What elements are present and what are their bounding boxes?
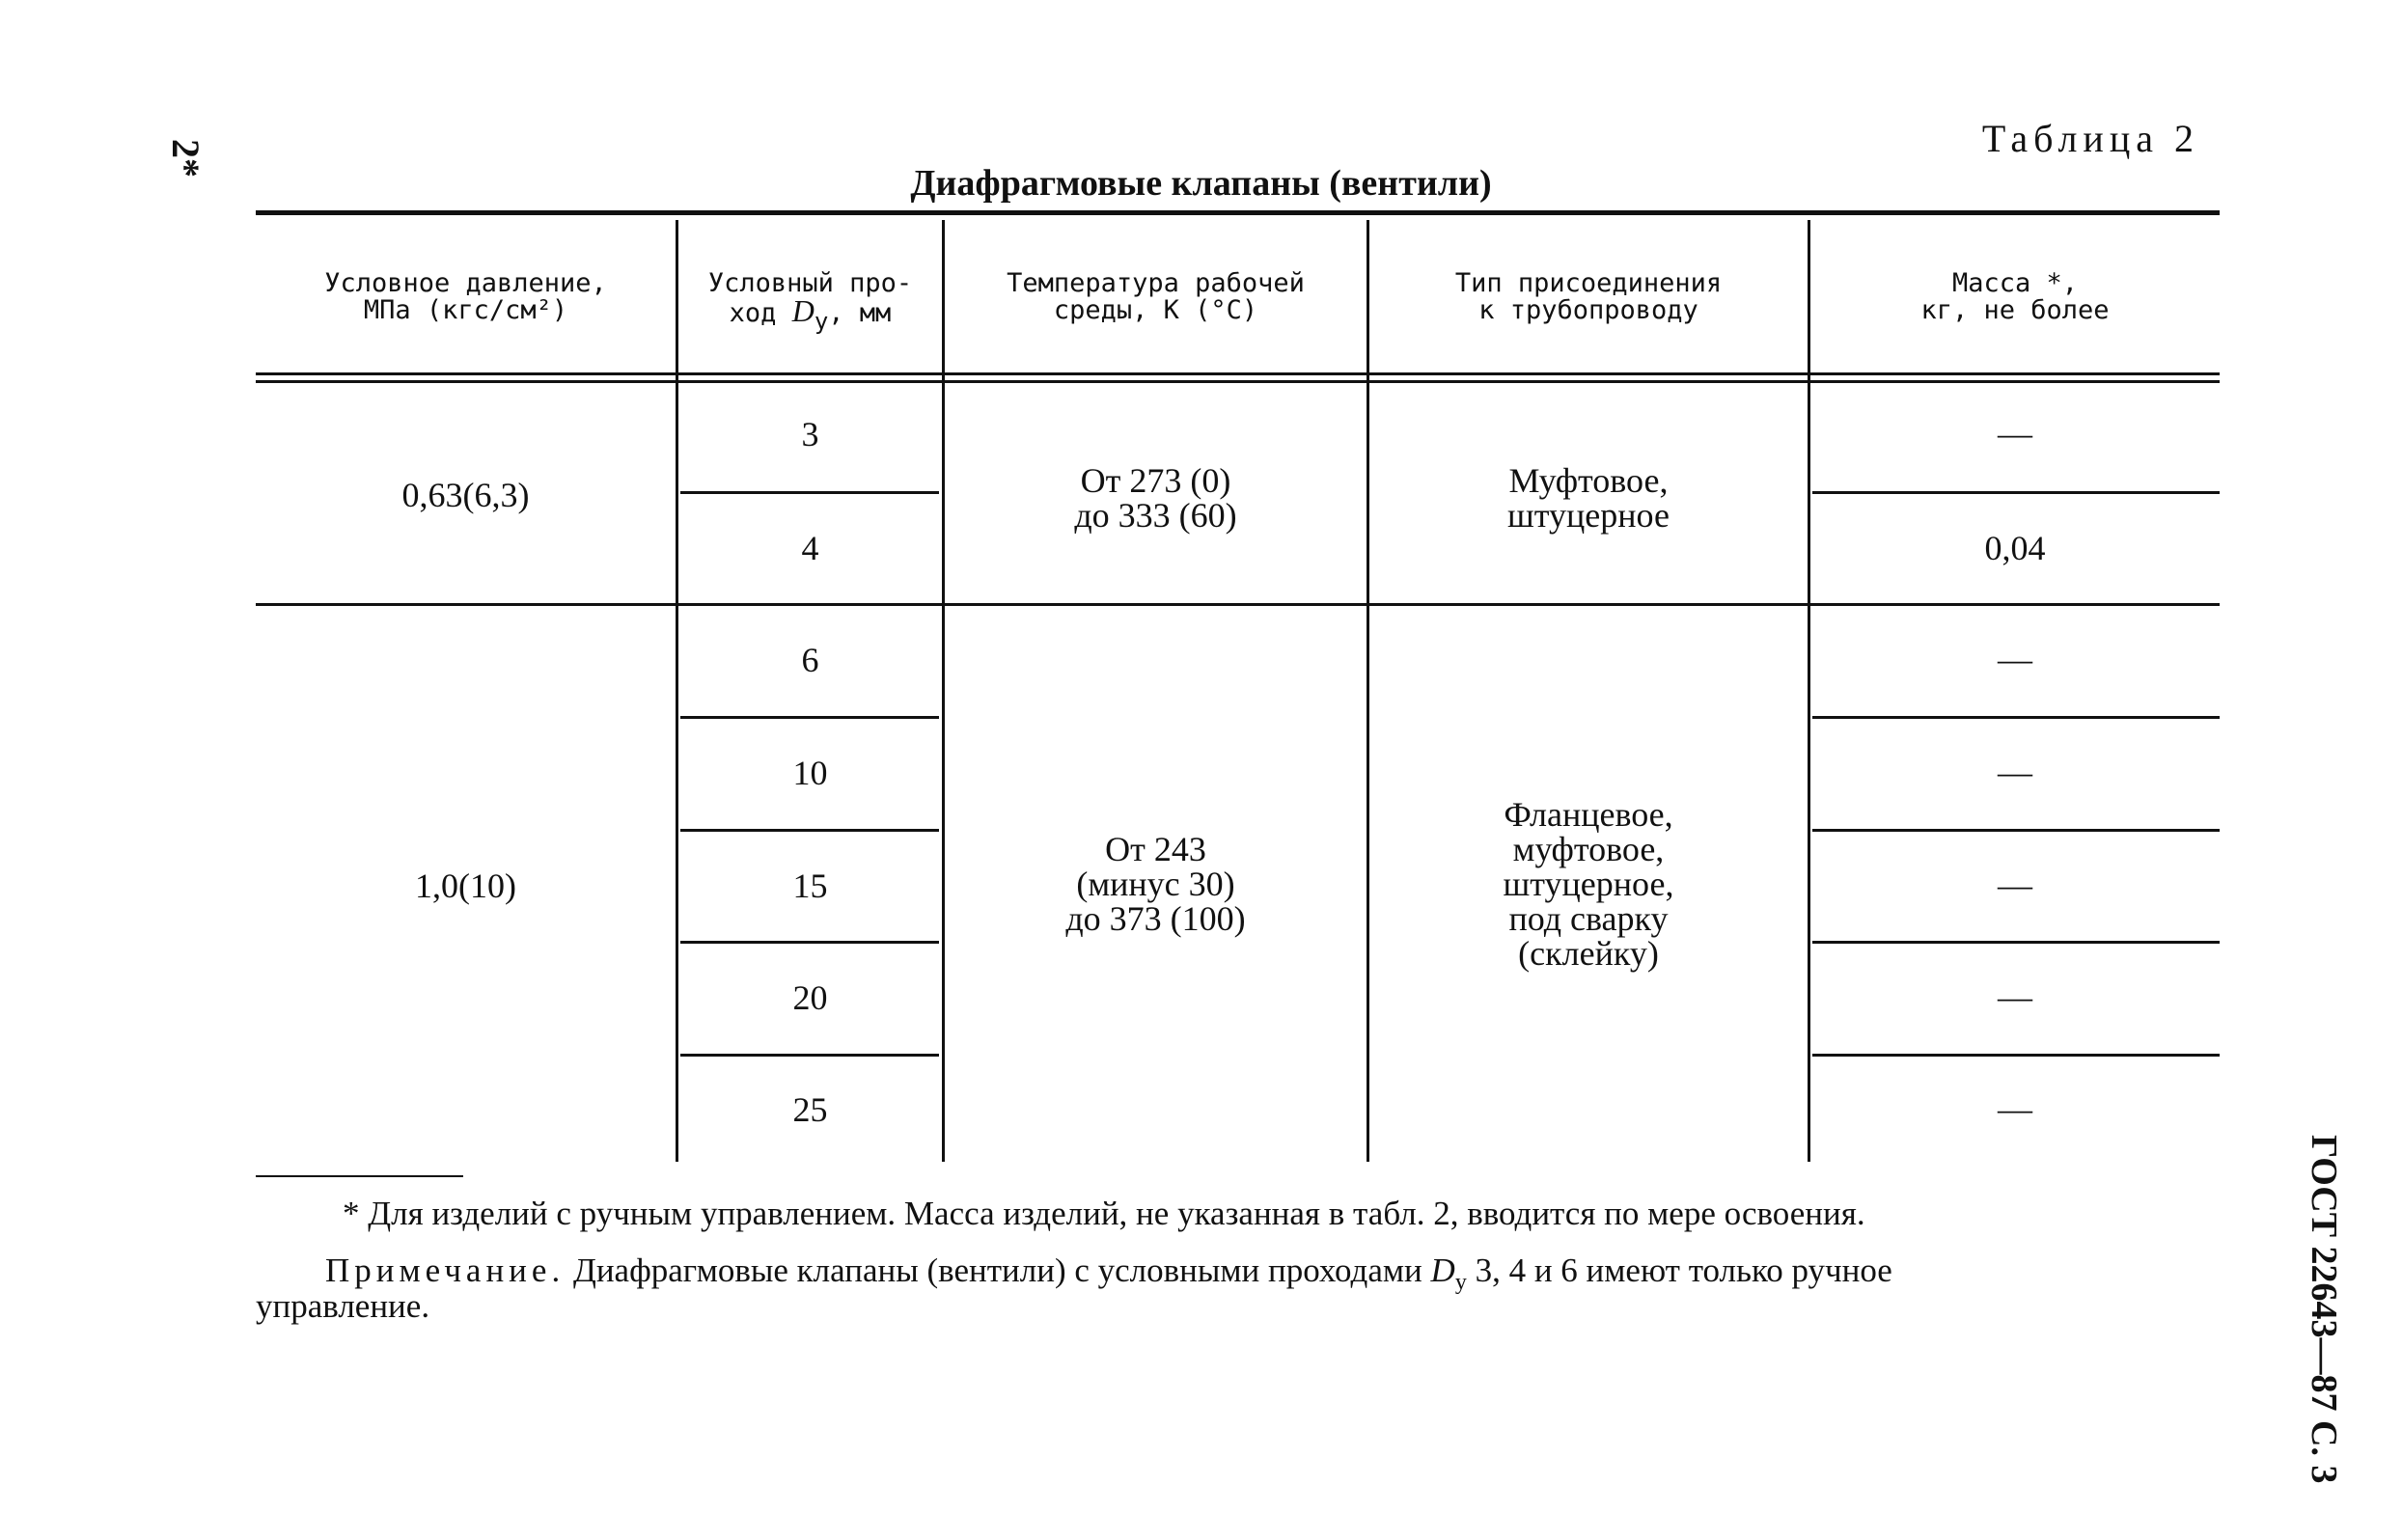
mass-cell: — [1998,753,2032,791]
mass-cell: — [1998,1089,2032,1128]
table-label: Таблица 2 [1981,117,2199,160]
pressure-cell: 1,0(10) [415,866,516,905]
col-divider-4 [1808,220,1810,1162]
passage-cell: 4 [801,529,819,567]
col-divider-2 [942,220,945,1162]
passage-cell: 10 [792,754,828,792]
row-rule [680,1054,939,1057]
row-rule [1812,829,2220,832]
header-passage: Условный про- ход Dу, мм [707,268,913,335]
note-line-1: Примечание. Диафрагмовые клапаны (вентили) с условными проходами $D_у$ 3, 4 и 6 имеют только ручное [325,1251,1892,1295]
sheet-mark: 2* [164,139,207,178]
note-line-2: управление. [256,1287,430,1325]
pressure-cell: 0,63(6,3) [401,476,530,514]
header-mass: Масса *, кг, не более [1920,268,2110,325]
header-temperature: Температура рабочей среды, К (°С) [1007,268,1305,325]
footnote-asterisk: * Для изделий с ручным управлением. Масса изделий, не указанная в табл. 2, вводится по мере освоения. [343,1195,1865,1232]
passage-cell: 15 [792,866,828,905]
row-rule [680,941,939,944]
passage-cell: 6 [801,641,819,679]
footnote-separator [256,1175,463,1177]
col-divider-3 [1367,220,1369,1162]
passage-cell: 20 [792,978,828,1017]
row-rule [680,716,939,719]
row-rule [1812,491,2220,494]
passage-cell: 3 [801,415,819,454]
note-label: Примечание. [325,1251,566,1289]
connection-cell: Муфтовое, штуцерное [1507,461,1670,535]
row-rule [680,491,939,494]
header-rule-1 [256,372,2220,375]
connection-cell: Фланцевое, муфтовое, штуцерное, под сварку (склейку) [1503,795,1674,973]
col-divider-1 [676,220,678,1162]
mass-cell: — [1998,414,2032,453]
mass-cell: — [1998,640,2032,678]
row-rule [1812,716,2220,719]
row-rule [1812,1054,2220,1057]
group-divider-rule [256,603,2220,606]
top-rule [256,210,2220,215]
header-pressure: Условное давление, МПа (кгс/см²) [324,268,607,325]
temperature-cell: От 243 (минус 30) до 373 (100) [1065,830,1246,938]
table-title: Диафрагмовые клапаны (вентили) [910,163,1492,204]
header-connection: Тип присоединения к трубопроводу [1454,268,1723,325]
row-rule [680,829,939,832]
document-code: ГОСТ 22643—87 С. 3 [2304,1135,2344,1484]
passage-cell: 25 [792,1090,828,1129]
mass-cell: — [1998,866,2032,904]
row-rule [1812,941,2220,944]
mass-cell: — [1998,977,2032,1016]
mass-cell: 0,04 [1984,529,2046,567]
header-rule-2 [256,380,2220,383]
temperature-cell: От 273 (0) до 333 (60) [1074,461,1237,535]
